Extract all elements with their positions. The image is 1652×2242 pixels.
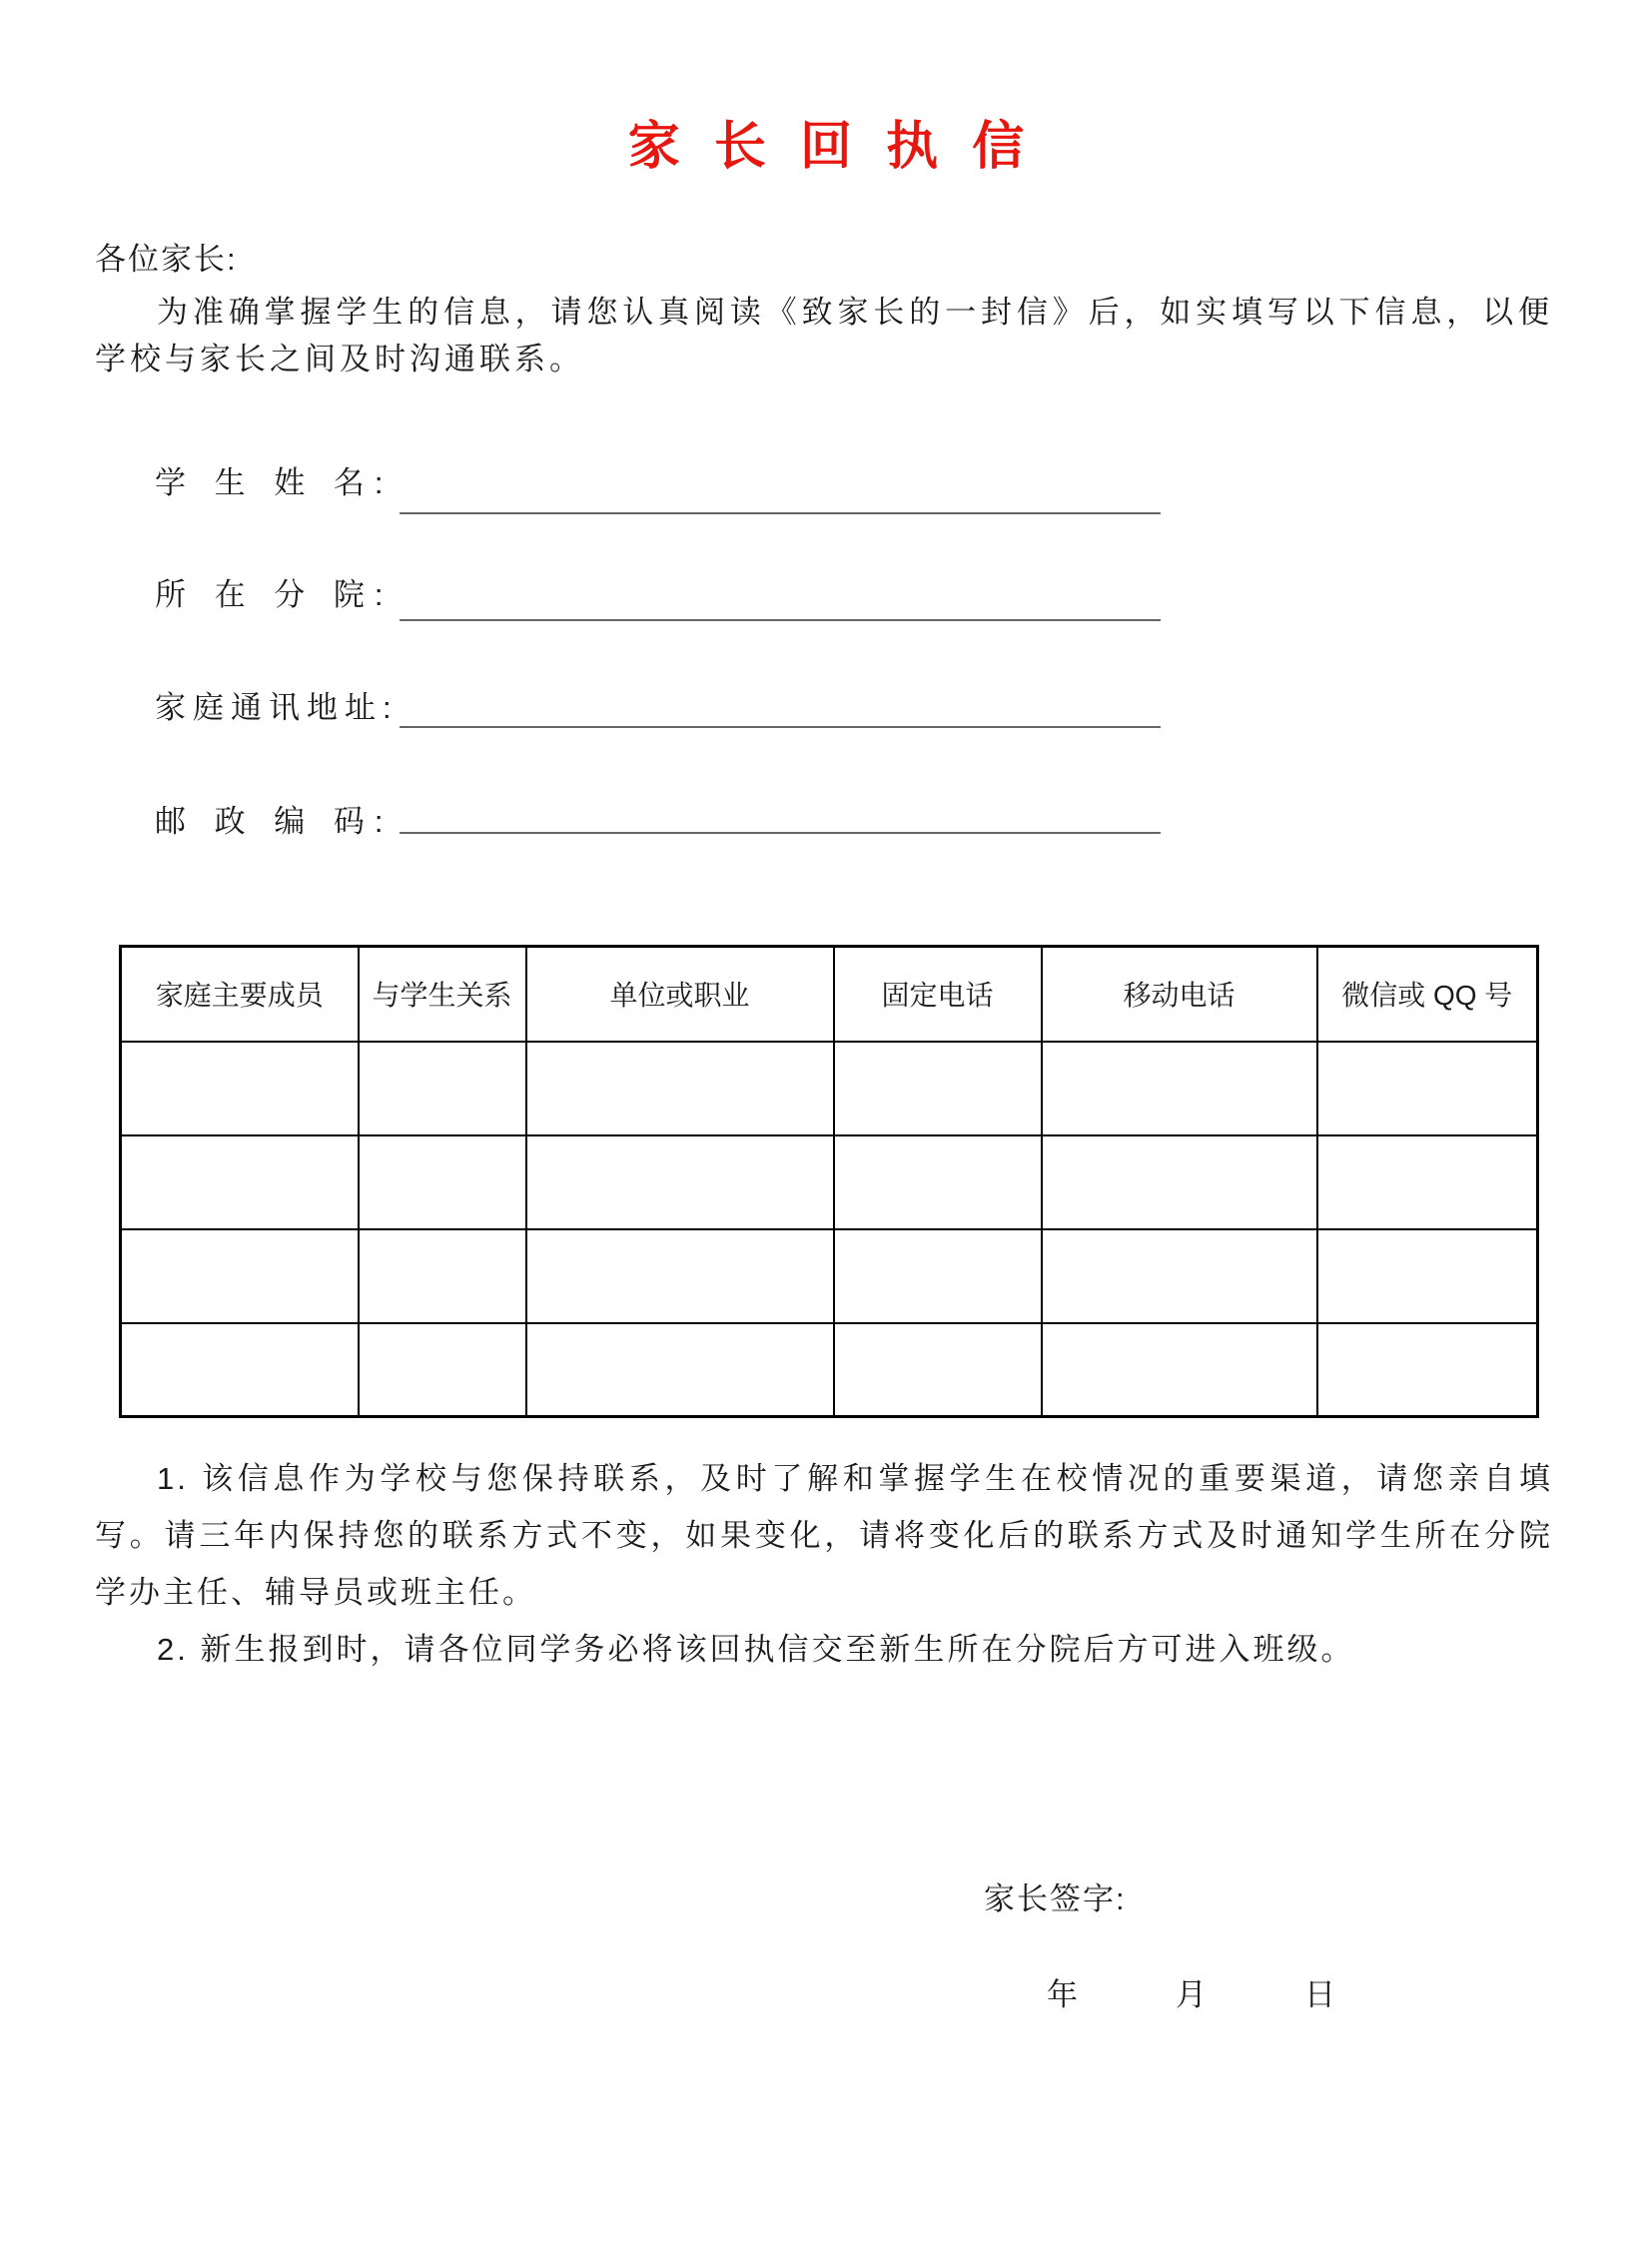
table-cell bbox=[1317, 1135, 1538, 1229]
table-cell bbox=[1042, 1229, 1317, 1323]
field-blank-student-name bbox=[400, 510, 1161, 514]
table-cell bbox=[834, 1135, 1042, 1229]
field-blank-postal-code bbox=[400, 830, 1161, 834]
table-cell bbox=[526, 1135, 834, 1229]
table-header-relation: 与学生关系 bbox=[359, 947, 526, 1042]
table-row bbox=[121, 1323, 1538, 1417]
table-cell bbox=[834, 1229, 1042, 1323]
date-line: 年 月 日 bbox=[1047, 1977, 1347, 2012]
table-cell bbox=[834, 1323, 1042, 1417]
table-header-landline: 固定电话 bbox=[834, 947, 1042, 1042]
table-cell bbox=[1042, 1323, 1317, 1417]
table-cell bbox=[121, 1135, 359, 1229]
table-header-member: 家庭主要成员 bbox=[121, 947, 359, 1042]
table-cell bbox=[1042, 1042, 1317, 1135]
table-cell bbox=[1042, 1135, 1317, 1229]
table-header-employer: 单位或职业 bbox=[526, 947, 834, 1042]
note-2: 2. 新生报到时，请各位同学务必将该回执信交至新生所在分院后方可进入班级。 bbox=[157, 1632, 1355, 1667]
page-title: 家 长 回 执 信 bbox=[627, 116, 1033, 177]
table-cell bbox=[834, 1042, 1042, 1135]
table-header-row bbox=[121, 947, 1538, 1042]
table-cell bbox=[1317, 1042, 1538, 1135]
table-header-mobile: 移动电话 bbox=[1042, 947, 1317, 1042]
table-cell bbox=[359, 1042, 526, 1135]
table-cell bbox=[121, 1042, 359, 1135]
salutation: 各位家长: bbox=[95, 242, 238, 277]
table-row bbox=[121, 1042, 1538, 1135]
table-header-wechat-qq: 微信或 QQ 号 bbox=[1317, 947, 1538, 1042]
table-cell bbox=[121, 1229, 359, 1323]
field-blank-home-address bbox=[400, 724, 1161, 728]
field-label-home-address: 家庭通讯地址: bbox=[155, 690, 399, 725]
table-row bbox=[121, 1135, 1538, 1229]
notes-section bbox=[95, 1450, 1553, 1678]
field-blank-branch bbox=[400, 617, 1161, 621]
table-cell bbox=[359, 1229, 526, 1323]
table-cell bbox=[526, 1323, 834, 1417]
field-label-branch: 所 在 分 院: bbox=[155, 577, 394, 612]
table-cell bbox=[359, 1135, 526, 1229]
note-1: 1. 该信息作为学校与您保持联系，及时了解和掌握学生在校情况的重要渠道，请您亲自填写。请三年内保持您的联系方式不变，如果变化，请将变化后的联系方式及时通知学生所在分院学办主任、辅导员或班主任。 bbox=[95, 1461, 1553, 1610]
field-label-postal-code: 邮 政 编 码: bbox=[155, 804, 394, 839]
family-members-table bbox=[119, 945, 1539, 1418]
table-cell bbox=[526, 1229, 834, 1323]
table-cell bbox=[121, 1323, 359, 1417]
table-cell bbox=[359, 1323, 526, 1417]
field-label-student-name: 学 生 姓 名: bbox=[155, 465, 394, 500]
table-cell bbox=[1317, 1229, 1538, 1323]
intro-paragraph: 为准确掌握学生的信息，请您认真阅读《致家长的一封信》后，如实填写以下信息，以便学校与家长之间及时沟通联系。 bbox=[95, 295, 1553, 376]
table-cell bbox=[1317, 1323, 1538, 1417]
table-row bbox=[121, 1229, 1538, 1323]
parent-signature-label: 家长签字: bbox=[984, 1881, 1127, 1916]
table-cell bbox=[526, 1042, 834, 1135]
